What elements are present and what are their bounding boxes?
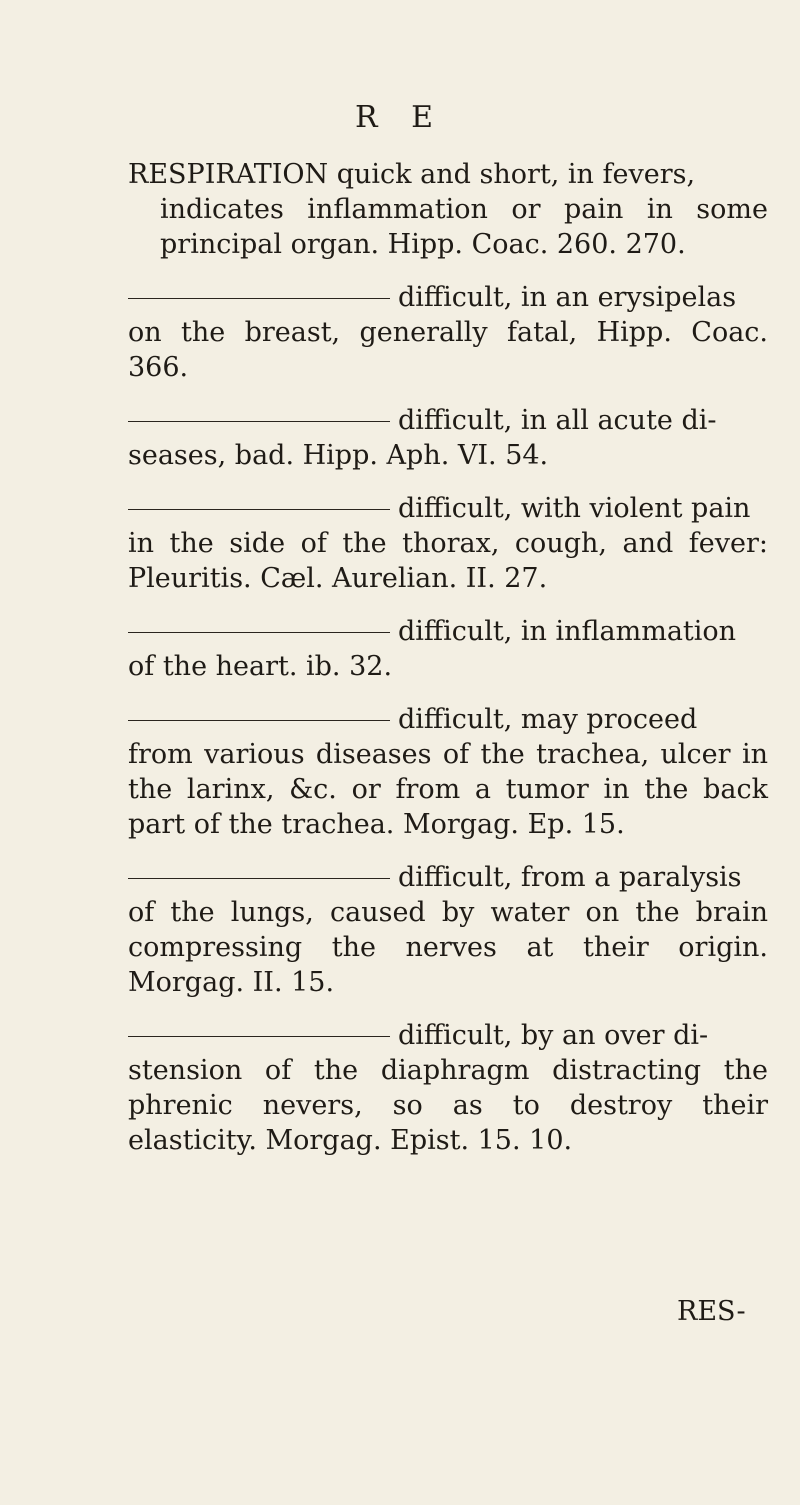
entry: [128, 157, 768, 262]
entry-lead-line: [128, 860, 768, 895]
entry-lead: difficult, by an over di-: [398, 1020, 709, 1051]
entry-text: in the side of the thorax, cough, and fever: Pleuritis. Cæl. Aurelian. II. 27.: [128, 528, 768, 594]
entry-lead: difficult, may proceed: [398, 704, 698, 735]
entry-lead-line: [128, 702, 768, 737]
entry-text: on the breast, generally fatal, Hipp. Coac. 366.: [128, 317, 768, 383]
entry: [128, 614, 768, 684]
entry-list: [128, 157, 768, 1158]
entry-lead-line: [128, 1018, 768, 1053]
entry: [128, 280, 768, 385]
entry: [128, 1018, 768, 1158]
entry-lead: RESPIRATION quick and short, in fevers,: [128, 159, 696, 190]
ditto-dash: [128, 421, 390, 422]
entry: [128, 702, 768, 842]
entry-lead: difficult, in all acute di-: [398, 405, 717, 436]
running-head: R E: [354, 100, 446, 135]
entry-lead-line: [128, 280, 768, 315]
ditto-dash: [128, 298, 390, 299]
entry-lead-line: [128, 403, 768, 438]
entry-text: of the heart. ib. 32.: [128, 651, 393, 682]
ditto-dash: [128, 509, 390, 510]
entry-lead: difficult, from a paralysis: [398, 862, 742, 893]
entry-lead: difficult, with violent pain: [398, 493, 751, 524]
catchword: RES-: [677, 1296, 746, 1327]
ditto-dash: [128, 720, 390, 721]
ditto-dash: [128, 878, 390, 879]
ditto-dash: [128, 1036, 390, 1037]
entry-lead: difficult, in an erysipelas: [398, 282, 737, 313]
entry-text: of the lungs, caused by water on the brain compressing the nerves at their origin. Morgag. II. 15.: [128, 897, 768, 998]
entry-lead: difficult, in inflammation: [398, 616, 737, 647]
entry: [128, 491, 768, 596]
entry-text: seases, bad. Hipp. Aph. VI. 54.: [128, 440, 549, 471]
entry-lead-line: [128, 614, 768, 649]
entry-text: indicates inflammation or pain in some principal organ. Hipp. Coac. 260. 270.: [160, 194, 768, 260]
entry: [128, 860, 768, 1000]
ditto-dash: [128, 632, 390, 633]
entry: [128, 403, 768, 473]
entry-text: stension of the diaphragm distracting the phrenic nevers, so as to destroy their elasticity. Morgag. Epist. 15. 10.: [128, 1055, 768, 1156]
entry-lead-line: [128, 491, 768, 526]
entry-text: from various diseases of the trachea, ulcer in the larinx, &c. or from a tumor in the back part of the trachea. Morgag. Ep. 15.: [128, 739, 768, 840]
